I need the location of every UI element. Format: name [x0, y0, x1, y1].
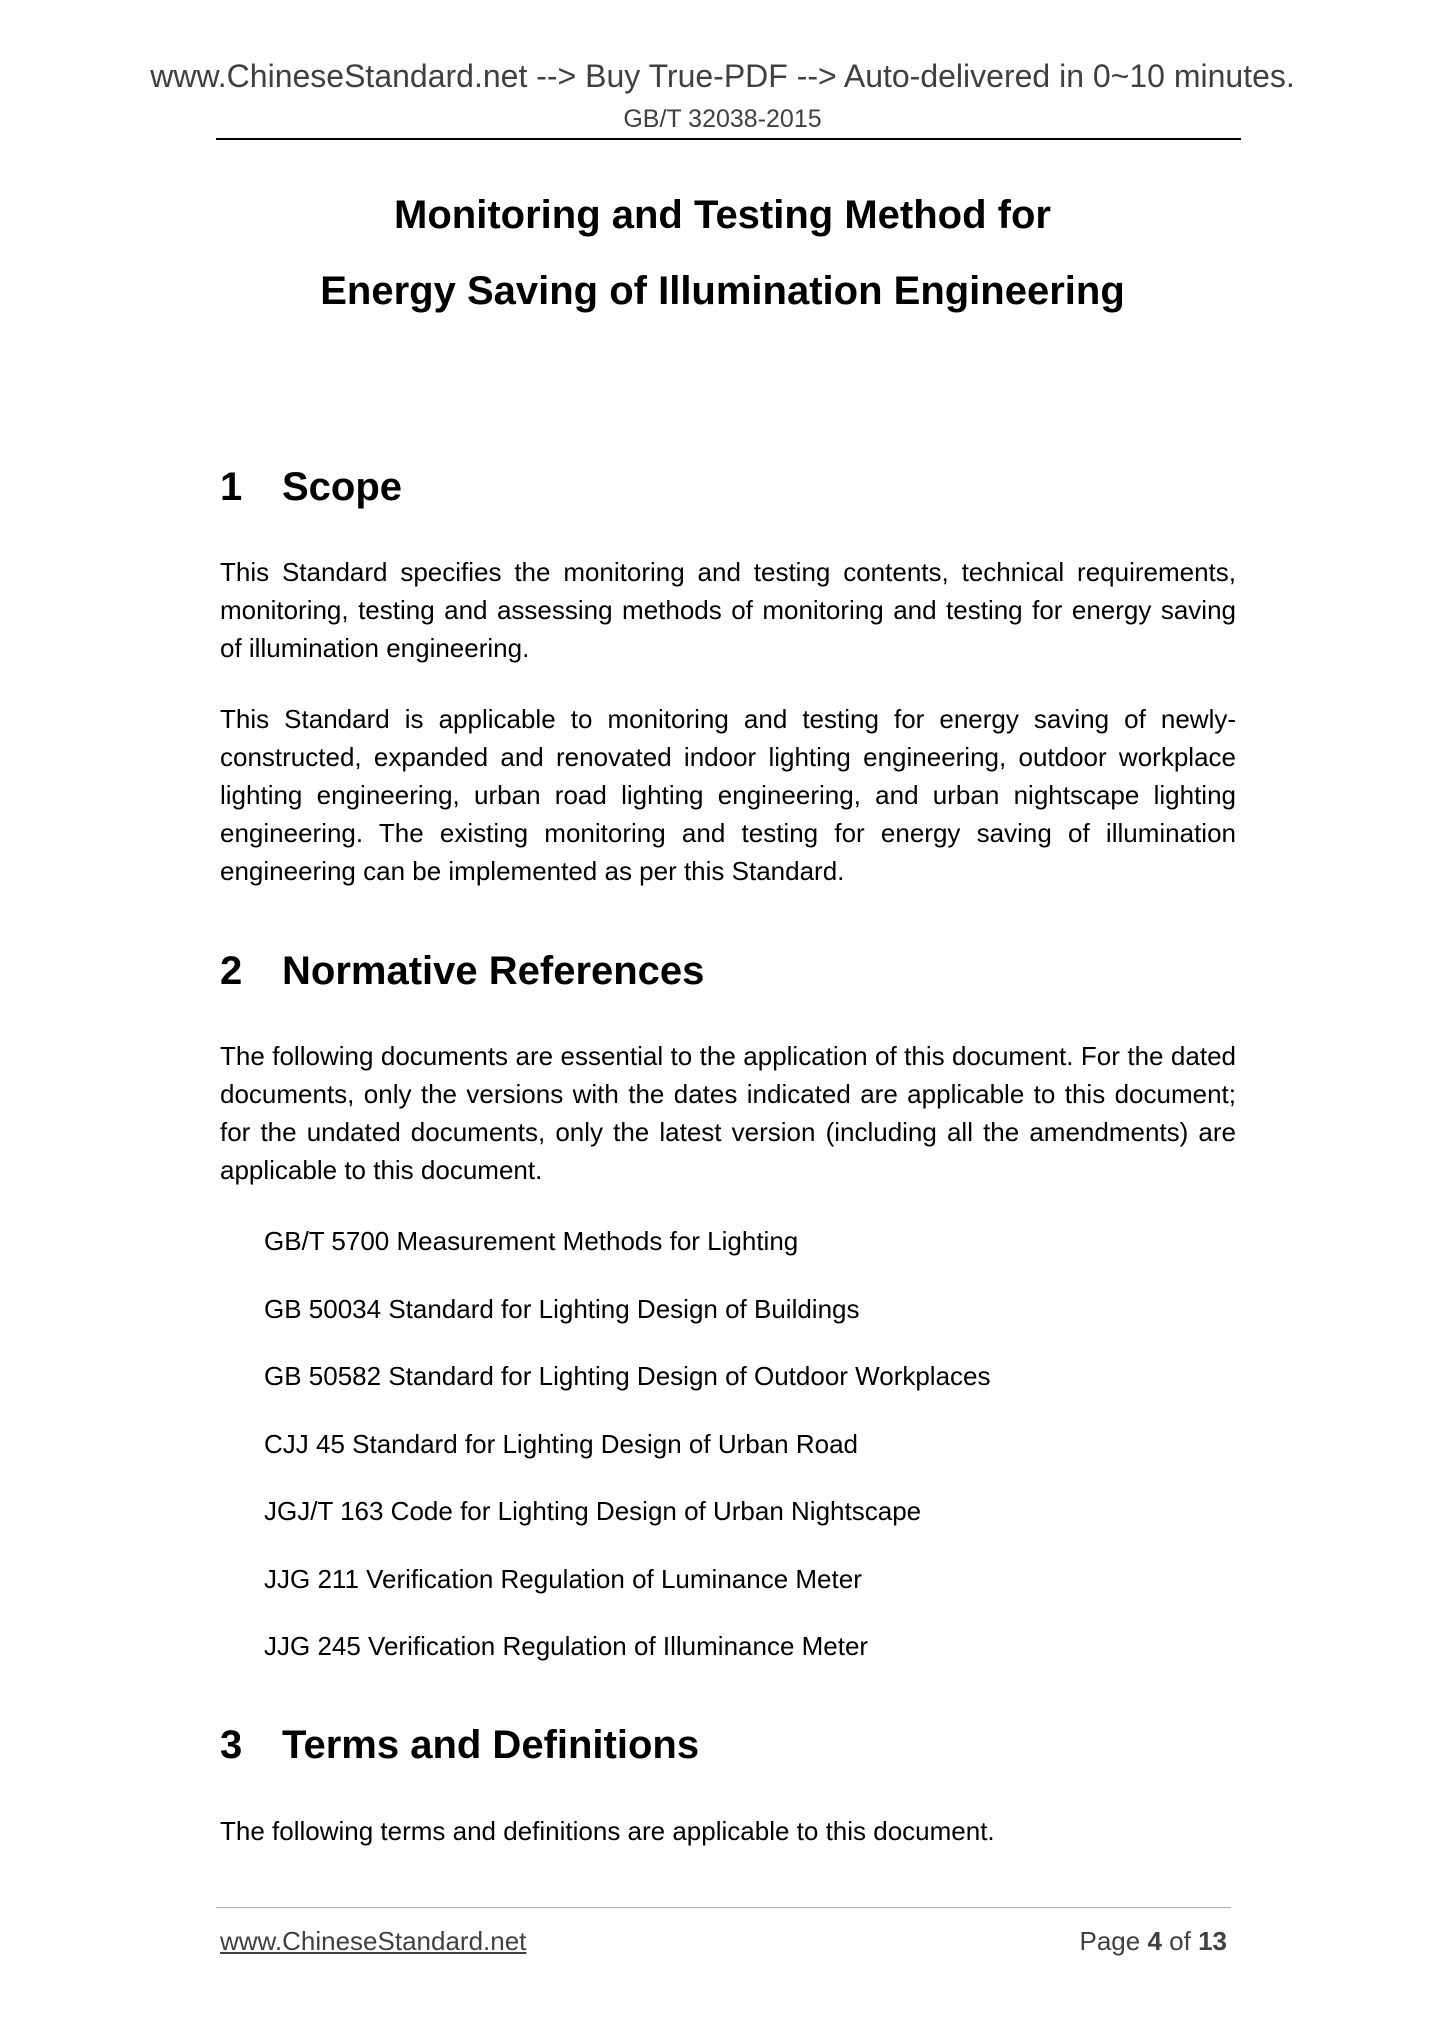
section-heading-scope [220, 462, 402, 512]
reference-item: GB 50034 Standard for Lighting Design of Buildings [264, 1293, 860, 1324]
document-title-line-1: Monitoring and Testing Method for [394, 193, 1051, 237]
section-number: 3 [220, 1723, 243, 1767]
section-title: Normative References [282, 949, 705, 993]
reference-item: GB/T 5700 Measurement Methods for Lighting [264, 1226, 799, 1256]
reference-item: CJJ 45 Standard for Lighting Design of Urban Road [264, 1428, 859, 1459]
footer-divider [216, 1907, 1231, 1908]
page-label: Page [1079, 1926, 1141, 1956]
document-title-line-2: Energy Saving of Illumination Engineering [320, 269, 1125, 313]
page-number [1079, 1925, 1227, 1957]
page-header-banner: www.ChineseStandard.net --> Buy True-PDF --> Auto-delivered in 0~10 minutes. [150, 58, 1295, 94]
total-pages: 13 [1198, 1926, 1227, 1956]
section-title: Terms and Definitions [282, 1723, 700, 1767]
document-code: GB/T 32038-2015 [623, 105, 822, 133]
reference-item: JGJ/T 163 Code for Lighting Design of Urban Nightscape [264, 1496, 922, 1526]
reference-list [264, 1222, 991, 1695]
footer-website-link[interactable]: www.ChineseStandard.net [220, 1926, 527, 1956]
reference-item: GB 50582 Standard for Lighting Design of Outdoor Workplaces [264, 1361, 991, 1391]
reference-item: JJG 211 Verification Regulation of Luminance Meter [264, 1563, 862, 1594]
normative-references-paragraph: The following documents are essential to the application of this document. For the dated documents, only the versions with the dates indicated are applicable to this document; for the undated documents, only the latest version (including all the amendments) are applicable to this document. [220, 1041, 1236, 1185]
current-page: 4 [1147, 1926, 1162, 1956]
section-heading-normative-references [220, 946, 704, 996]
scope-paragraph: This Standard is applicable to monitoring and testing for energy saving of newly-constructed, expanded and renovated indoor lighting engineering, outdoor workplace lighting engineering, urban road lighting engineering, and urban nightscape lighting engineering. The existing monitoring and testing for energy saving of illumination engineering can be implemented as per this Standard. [220, 704, 1236, 886]
header-divider [216, 138, 1241, 140]
page-of-label: of [1169, 1926, 1191, 1956]
section-heading-terms-and-definitions [220, 1720, 699, 1770]
scope-paragraph: This Standard specifies the monitoring and testing contents, technical requirements, monitoring, testing and assessing methods of monitoring and testing for energy saving of illumination engineering. [220, 557, 1236, 663]
reference-item: JJG 245 Verification Regulation of Illuminance Meter [264, 1631, 869, 1661]
section-number: 2 [220, 949, 243, 993]
terms-paragraph: The following terms and definitions are applicable to this document. [220, 1816, 995, 1846]
section-title: Scope [282, 465, 403, 509]
section-number: 1 [220, 465, 243, 509]
